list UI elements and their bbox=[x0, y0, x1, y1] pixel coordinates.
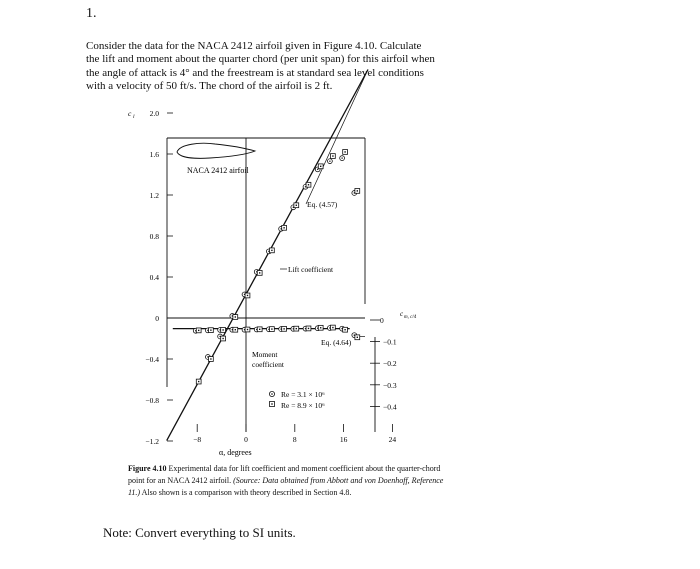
data-point-square-dot bbox=[210, 358, 211, 359]
data-point-square-dot bbox=[259, 272, 260, 273]
data-point-square-dot bbox=[332, 155, 333, 156]
left-tick-label: 1.2 bbox=[149, 191, 159, 200]
data-point-circle-dot bbox=[329, 160, 330, 161]
legend-label-re-low: Re = 3.1 × 10⁶ bbox=[281, 390, 325, 399]
caption-label: Figure 4.10 bbox=[128, 464, 167, 473]
data-point-square-dot bbox=[320, 327, 321, 328]
lift-theory-line bbox=[167, 70, 368, 441]
data-point-square-dot bbox=[296, 328, 297, 329]
x-tick-label: 16 bbox=[339, 435, 348, 444]
data-point-square-dot bbox=[283, 227, 284, 228]
eq-moment-label: Eq. (4.64) bbox=[321, 338, 352, 347]
problem-statement: Consider the data for the NACA 2412 airfoil given in Figure 4.10. Calculate the lift and moment about the quarter chord (per unit span) for this airfoil when the angle of attack is 4° and the freestream is at standard sea level conditions with a velocity of 50 ft/s. The chord of the airfoil is 2 ft. bbox=[86, 40, 435, 93]
data-point-square-dot bbox=[332, 327, 333, 328]
x-tick-label: 0 bbox=[244, 435, 248, 444]
x-tick-label: −8 bbox=[193, 435, 202, 444]
data-point-square-dot bbox=[198, 330, 199, 331]
data-point-square-dot bbox=[344, 329, 345, 330]
data-point-square-dot bbox=[235, 316, 236, 317]
left-tick-label: 1.6 bbox=[149, 150, 159, 159]
data-point-square-dot bbox=[308, 184, 309, 185]
left-axis-label-sub: l bbox=[133, 114, 135, 120]
eq-lift-label: Eq. (4.57) bbox=[307, 200, 338, 209]
right-axis-label-sub: m, c/4 bbox=[404, 315, 417, 320]
data-point-square-dot bbox=[222, 338, 223, 339]
right-tick-label: −0.3 bbox=[383, 380, 397, 390]
figure-caption bbox=[128, 463, 448, 499]
x-tick-label: 8 bbox=[292, 435, 297, 444]
lift-coefficient-label: Lift coefficient bbox=[288, 265, 334, 274]
right-tick-label: −0.4 bbox=[383, 402, 397, 412]
data-point-square-dot bbox=[357, 190, 358, 191]
data-point-square-dot bbox=[344, 151, 345, 152]
data-point-square-dot bbox=[247, 329, 248, 330]
data-point-square-dot bbox=[198, 381, 199, 382]
right-tick-label: −0.2 bbox=[383, 359, 397, 369]
note-text: Note: Convert everything to SI units. bbox=[103, 525, 296, 540]
x-axis-label: α, degrees bbox=[219, 448, 252, 457]
data-point-square-dot bbox=[296, 205, 297, 206]
data-point-square-dot bbox=[283, 328, 284, 329]
left-tick-label: −1.2 bbox=[145, 437, 159, 446]
data-point-square-dot bbox=[271, 328, 272, 329]
caption-text: Experimental data for lift coefficient and moment coefficient about the quarter-chord point for an NACA 2412 airfoil. bbox=[128, 464, 441, 485]
left-tick-label: 2.0 bbox=[149, 109, 159, 118]
caption-source: (Source: Data obtained from Abbott and von Doenhoff, Reference 11.) bbox=[128, 476, 444, 497]
airfoil-sketch bbox=[177, 143, 255, 158]
moment-coefficient-label-2: coefficient bbox=[252, 360, 284, 369]
data-point-square-dot bbox=[259, 329, 260, 330]
data-point-circle-dot bbox=[341, 157, 342, 158]
data-point-square-dot bbox=[222, 329, 223, 330]
left-tick-label: −0.4 bbox=[145, 355, 159, 364]
x-tick-label: 24 bbox=[388, 435, 397, 444]
left-tick-label: 0.4 bbox=[149, 273, 159, 282]
airfoil-label: NACA 2412 airfoil bbox=[187, 166, 249, 175]
moment-coefficient-label-1: Moment bbox=[252, 350, 278, 359]
question-number: 1. bbox=[86, 6, 97, 21]
right-tick-label: 0 bbox=[380, 316, 384, 325]
caption-extra: Also shown is a comparison with theory described in Section 4.8. bbox=[141, 488, 352, 497]
data-point-square-dot bbox=[210, 329, 211, 330]
data-point-square-dot bbox=[308, 328, 309, 329]
right-tick-label: −0.1 bbox=[383, 337, 397, 347]
data-point-square-dot bbox=[320, 166, 321, 167]
data-point-square-dot bbox=[235, 329, 236, 330]
left-axis-label: c bbox=[128, 109, 132, 118]
legend-label-re-high: Re = 8.9 × 10⁶ bbox=[281, 401, 325, 410]
left-tick-label: 0 bbox=[155, 314, 159, 323]
left-tick-label: 0.8 bbox=[149, 232, 159, 241]
left-tick-label: −0.8 bbox=[145, 396, 159, 405]
figure-4-10-chart bbox=[128, 109, 430, 462]
data-point-square-dot bbox=[271, 250, 272, 251]
data-point-square-dot bbox=[247, 295, 248, 296]
data-point-square-dot bbox=[357, 337, 358, 338]
right-axis-label: c bbox=[400, 310, 404, 318]
legend bbox=[269, 390, 325, 410]
